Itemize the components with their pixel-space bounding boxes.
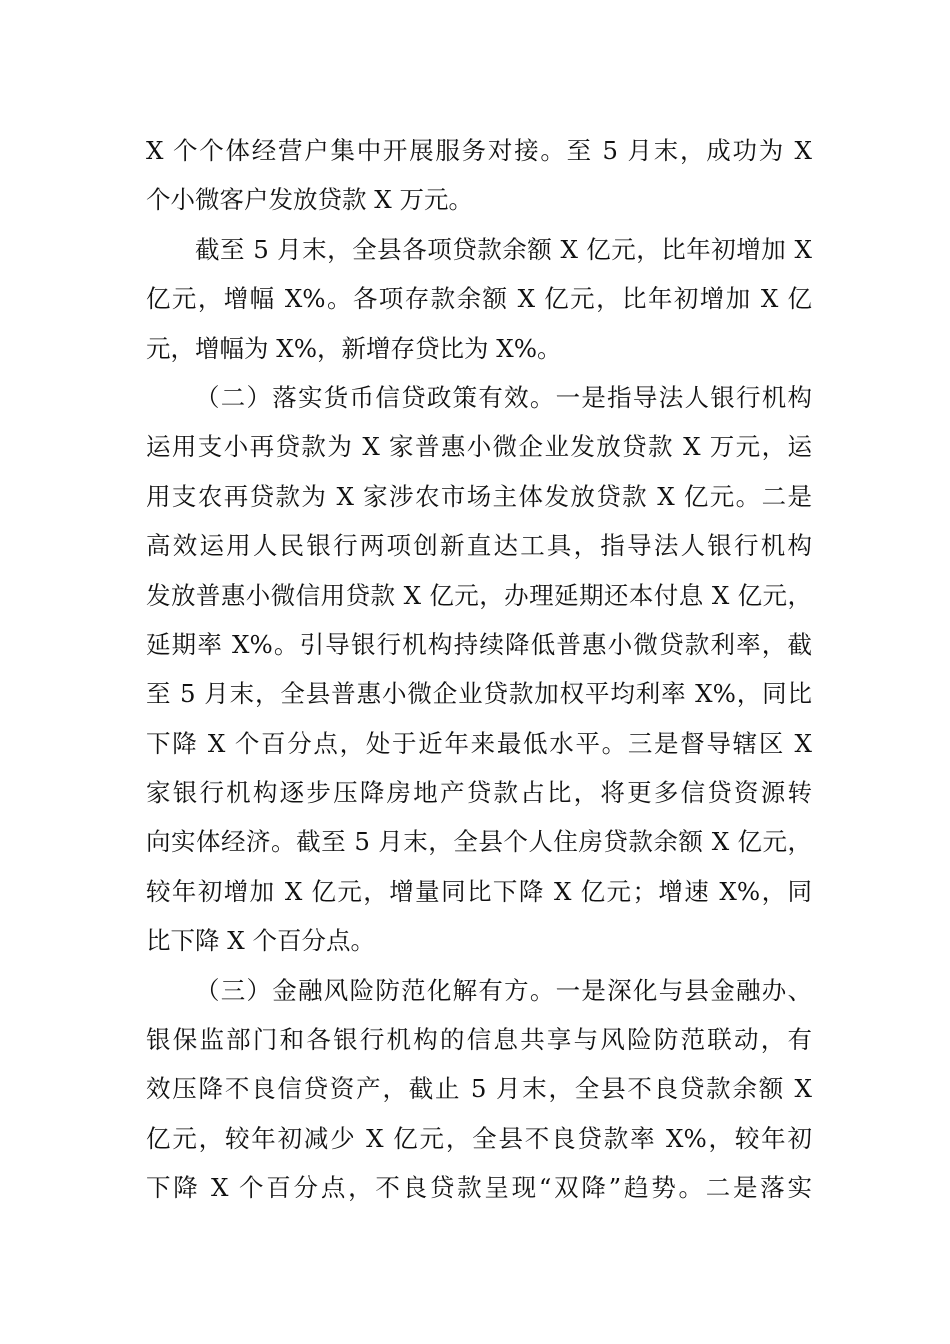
text-line: 至 5 月末，全县普惠小微企业贷款加权平均利率 X%，同比 [146, 679, 812, 709]
text-line: 延期率 X%。引导银行机构持续降低普惠小微贷款利率，截 [146, 629, 812, 659]
text-line: 运用支小再贷款为 X 家普惠小微企业发放贷款 X 万元，运 [146, 432, 812, 462]
paragraph-1 [146, 126, 812, 225]
text-line: 家银行机构逐步压降房地产贷款占比，将更多信贷资源转 [146, 778, 812, 808]
text-line: 高效运用人民银行两项创新直达工具，指导法人银行机构 [146, 531, 812, 561]
text-line: 效压降不良信贷资产，截止 5 月末，全县不良贷款余额 X [146, 1074, 812, 1104]
text-line: 比下降 X 个百分点。 [146, 926, 376, 956]
text-line: （三）金融风险防范化解有方。一是深化与县金融办、 [195, 975, 812, 1005]
text-line: 向实体经济。截至 5 月末，全县个人住房贷款余额 X 亿元， [146, 827, 812, 857]
text-line: 截至 5 月末，全县各项贷款余额 X 亿元，比年初增加 X [195, 234, 812, 264]
text-line: 较年初增加 X 亿元，增量同比下降 X 亿元；增速 X%，同 [146, 876, 812, 906]
text-line: 发放普惠小微信用贷款 X 亿元，办理延期还本付息 X 亿元， [146, 580, 812, 610]
text-line: （二）落实货币信贷政策有效。一是指导法人银行机构 [195, 382, 812, 412]
text-line: 下降 X 个百分点，不良贷款呈现“双降”趋势。二是落实 [146, 1173, 812, 1203]
text-line: 下降 X 个百分点，处于近年来最低水平。三是督导辖区 X [146, 728, 812, 758]
text-line: 亿元，增幅 X%。各项存款余额 X 亿元，比年初增加 X 亿 [146, 284, 812, 314]
text-line: 亿元，较年初减少 X 亿元，全县不良贷款率 X%，较年初 [146, 1123, 812, 1153]
text-line: 元，增幅为 X%，新增存贷比为 X%。 [146, 333, 562, 363]
paragraph-2 [146, 225, 812, 373]
paragraph-4 [146, 966, 812, 1213]
text-line: X 个个体经营户集中开展服务对接。至 5 月末，成功为 X [146, 136, 812, 165]
text-line: 银保监部门和各银行机构的信息共享与风险防范联动，有 [146, 1025, 812, 1055]
document-body [146, 126, 812, 1213]
text-line: 个小微客户发放贷款 X 万元。 [146, 185, 474, 215]
paragraph-3 [146, 373, 812, 966]
text-line: 用支农再贷款为 X 家涉农市场主体发放贷款 X 亿元。二是 [146, 481, 812, 511]
